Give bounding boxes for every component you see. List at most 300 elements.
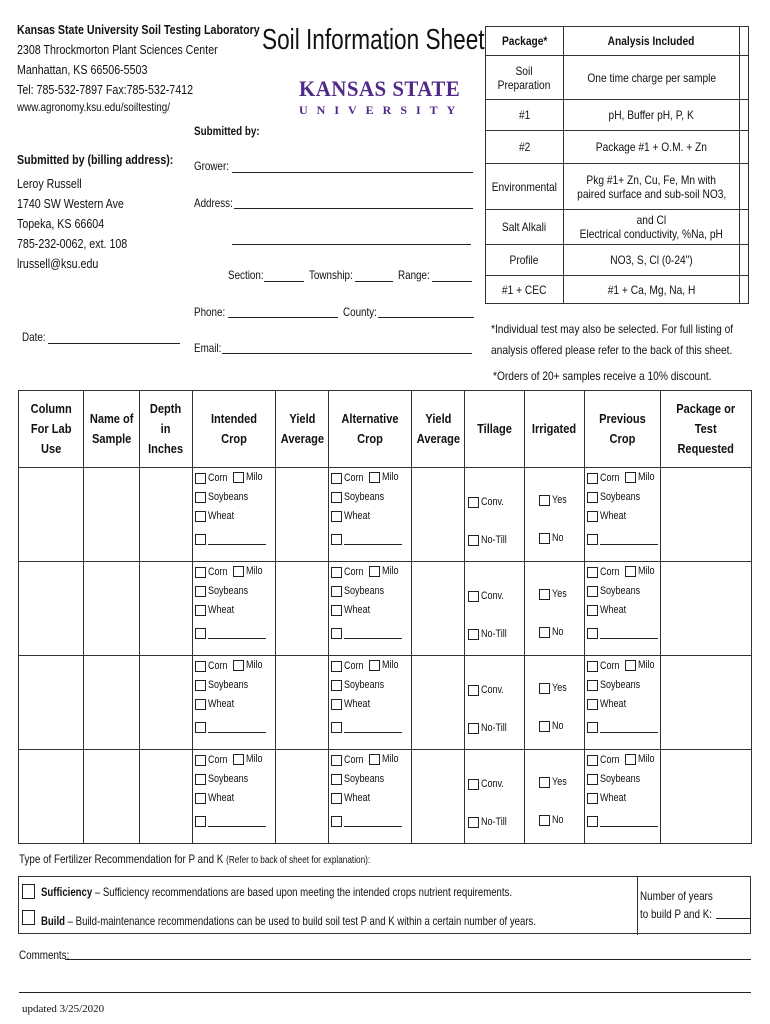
tillage-notill-option[interactable] <box>468 816 512 828</box>
crop-corn-option[interactable] <box>331 566 368 578</box>
other-crop-field[interactable] <box>208 723 266 733</box>
crop-other-option[interactable] <box>331 816 402 827</box>
checkbox[interactable] <box>331 661 342 672</box>
checkbox[interactable] <box>331 511 342 522</box>
option-label: Soybeans <box>208 491 249 503</box>
sample-name-cell[interactable] <box>84 656 140 750</box>
package-table <box>485 26 749 304</box>
option-label: Corn <box>344 566 364 578</box>
checkbox[interactable] <box>331 722 342 733</box>
crop-soybeans-option[interactable] <box>587 679 649 691</box>
checkbox[interactable] <box>331 793 342 804</box>
checkbox[interactable] <box>468 723 479 734</box>
alt-yield-average-cell[interactable] <box>412 750 465 844</box>
fertilizer-label: Type of Fertilizer Recommendation for P and K (Refer to back of sheet for explanation): <box>19 852 371 866</box>
checkbox[interactable] <box>331 473 342 484</box>
county-field[interactable] <box>378 317 474 318</box>
option-label: Wheat <box>344 604 371 616</box>
checkbox[interactable] <box>369 660 380 671</box>
checkbox[interactable] <box>468 779 479 790</box>
crop-corn-option[interactable] <box>331 754 368 766</box>
crop-corn-option[interactable] <box>587 754 624 766</box>
package-note-2: analysis offered please refer to the back of this sheet. <box>491 343 733 357</box>
yield-average-cell[interactable] <box>276 562 329 656</box>
table-row <box>19 656 752 750</box>
sample-name-cell[interactable] <box>84 750 140 844</box>
checkbox[interactable] <box>468 535 479 546</box>
checkbox[interactable] <box>587 605 598 616</box>
checkbox[interactable] <box>195 628 206 639</box>
alt-yield-average-cell[interactable] <box>412 468 465 562</box>
lab-use-cell[interactable] <box>19 562 84 656</box>
package-name: Profile <box>486 245 564 276</box>
checkbox[interactable] <box>468 497 479 508</box>
crop-milo-option[interactable] <box>369 659 402 671</box>
crop-corn-option[interactable] <box>331 472 368 484</box>
checkbox[interactable] <box>195 473 206 484</box>
tillage-notill-option[interactable] <box>468 628 512 640</box>
option-label: Conv. <box>481 778 504 790</box>
tillage-conv-option[interactable] <box>468 590 509 602</box>
depth-cell[interactable] <box>140 468 193 562</box>
checkbox[interactable] <box>331 774 342 785</box>
previous-crop-cell <box>585 656 661 750</box>
irrigated-no-option[interactable] <box>539 532 566 544</box>
alternative-crop-cell <box>329 468 412 562</box>
checkbox[interactable] <box>587 680 598 691</box>
checkbox[interactable] <box>195 567 206 578</box>
other-crop-field[interactable] <box>600 817 658 827</box>
checkbox[interactable] <box>195 605 206 616</box>
column-header: Yield Average <box>276 391 329 468</box>
option-label: Wheat <box>208 698 235 710</box>
phone-field[interactable] <box>228 317 338 318</box>
comments-field[interactable] <box>65 959 751 960</box>
section-field[interactable] <box>264 281 304 282</box>
crop-wheat-option[interactable] <box>331 604 376 616</box>
checkbox[interactable] <box>468 629 479 640</box>
crop-wheat-option[interactable] <box>195 510 240 522</box>
checkbox[interactable] <box>587 492 598 503</box>
crop-soybeans-option[interactable] <box>195 679 257 691</box>
crop-milo-option[interactable] <box>233 753 266 765</box>
option-label: Corn <box>208 472 228 484</box>
crop-other-option[interactable] <box>587 534 658 545</box>
tillage-notill-option[interactable] <box>468 722 512 734</box>
crop-wheat-option[interactable] <box>587 510 632 522</box>
yield-average-cell[interactable] <box>276 750 329 844</box>
irrigated-cell <box>525 750 585 844</box>
crop-soybeans-option[interactable] <box>331 773 393 785</box>
checkbox[interactable] <box>331 755 342 766</box>
crop-milo-option[interactable] <box>233 565 266 577</box>
township-label: Township: <box>309 268 353 282</box>
checkbox[interactable] <box>587 755 598 766</box>
crop-corn-option[interactable] <box>195 754 232 766</box>
crop-soybeans-option[interactable] <box>587 491 649 503</box>
billing-heading: Submitted by (billing address): <box>17 152 174 167</box>
checkbox[interactable] <box>331 586 342 597</box>
range-field[interactable] <box>432 281 472 282</box>
crop-corn-option[interactable] <box>587 472 624 484</box>
crop-milo-option[interactable] <box>625 659 658 671</box>
checkbox[interactable] <box>233 754 244 765</box>
alternative-crop-cell <box>329 562 412 656</box>
table-row <box>19 750 752 844</box>
checkbox[interactable] <box>331 816 342 827</box>
option-label: Wheat <box>344 792 371 804</box>
alt-yield-average-cell[interactable] <box>412 562 465 656</box>
crop-wheat-option[interactable] <box>195 698 240 710</box>
checkbox[interactable] <box>587 628 598 639</box>
checkbox[interactable] <box>587 722 598 733</box>
checkbox[interactable] <box>539 589 550 600</box>
sufficiency-checkbox[interactable] <box>22 884 35 904</box>
crop-soybeans-option[interactable] <box>587 585 649 597</box>
sample-name-cell[interactable] <box>84 562 140 656</box>
depth-cell[interactable] <box>140 750 193 844</box>
checkbox[interactable] <box>195 492 206 503</box>
checkbox[interactable] <box>331 699 342 710</box>
sample-name-cell[interactable] <box>84 468 140 562</box>
crop-milo-option[interactable] <box>233 659 266 671</box>
crop-wheat-option[interactable] <box>587 604 632 616</box>
crop-other-option[interactable] <box>331 628 402 639</box>
option-label: Milo <box>638 753 655 765</box>
checkbox[interactable] <box>195 722 206 733</box>
checkbox[interactable] <box>587 699 598 710</box>
package-select-cell[interactable] <box>740 100 749 131</box>
package-select-cell[interactable] <box>740 131 749 164</box>
depth-cell[interactable] <box>140 656 193 750</box>
email-field[interactable] <box>222 353 472 354</box>
option-label: Corn <box>344 472 364 484</box>
billing-city: Topeka, KS 66604 <box>17 216 105 231</box>
column-header: Tillage <box>465 391 525 468</box>
other-crop-field[interactable] <box>344 629 402 639</box>
previous-crop-cell <box>585 468 661 562</box>
crop-wheat-option[interactable] <box>195 604 240 616</box>
package-name: #2 <box>486 131 564 164</box>
date-field[interactable] <box>48 343 180 344</box>
previous-crop-cell <box>585 562 661 656</box>
crop-soybeans-option[interactable] <box>587 773 649 785</box>
other-crop-field[interactable] <box>208 817 266 827</box>
package-select-cell[interactable] <box>740 210 749 245</box>
page-title: Soil Information Sheet <box>262 24 485 56</box>
checkbox[interactable] <box>468 591 479 602</box>
checkbox[interactable] <box>587 661 598 672</box>
crop-soybeans-option[interactable] <box>331 585 393 597</box>
checkbox[interactable] <box>539 495 550 506</box>
checkbox[interactable] <box>539 777 550 788</box>
checkbox[interactable] <box>331 492 342 503</box>
other-crop-field[interactable] <box>600 629 658 639</box>
option-label: Wheat <box>344 510 371 522</box>
crop-milo-option[interactable] <box>625 753 658 765</box>
irrigated-yes-option[interactable] <box>539 682 570 694</box>
crop-other-option[interactable] <box>195 722 266 733</box>
option-label: No <box>552 814 564 826</box>
tillage-cell <box>465 468 525 562</box>
option-label: Wheat <box>344 698 371 710</box>
crop-milo-option[interactable] <box>369 565 402 577</box>
package-requested-cell[interactable] <box>661 656 752 750</box>
crop-milo-option[interactable] <box>369 753 402 765</box>
option-label: Wheat <box>600 510 627 522</box>
option-label: Milo <box>382 565 399 577</box>
grower-field[interactable] <box>232 172 473 173</box>
checkbox[interactable] <box>195 680 206 691</box>
option-label: Milo <box>638 471 655 483</box>
crop-corn-option[interactable] <box>195 566 232 578</box>
checkbox[interactable] <box>195 661 206 672</box>
tillage-conv-option[interactable] <box>468 778 509 790</box>
option-label: Conv. <box>481 590 504 602</box>
yield-average-cell[interactable] <box>276 656 329 750</box>
lab-phone: Tel: 785-532-7897 Fax:785-532-7412 <box>17 82 194 97</box>
option-label: Soybeans <box>600 585 641 597</box>
checkbox[interactable] <box>625 566 636 577</box>
checkbox[interactable] <box>195 511 206 522</box>
checkbox[interactable] <box>539 815 550 826</box>
address-label: Address: <box>194 196 233 210</box>
package-select-cell[interactable] <box>740 276 749 304</box>
build-option: Build – Build-maintenance recommendations can be used to build soil test P and K within a certain number of years. <box>41 914 537 928</box>
tillage-conv-option[interactable] <box>468 684 509 696</box>
crop-wheat-option[interactable] <box>587 698 632 710</box>
checkbox[interactable] <box>195 816 206 827</box>
checkbox[interactable] <box>539 721 550 732</box>
option-label: Soybeans <box>208 585 249 597</box>
crop-other-option[interactable] <box>587 722 658 733</box>
crop-soybeans-option[interactable] <box>195 773 257 785</box>
package-select-cell[interactable] <box>740 56 749 100</box>
checkbox[interactable] <box>587 567 598 578</box>
other-crop-field[interactable] <box>208 535 266 545</box>
option-label: Soybeans <box>344 491 385 503</box>
lab-website[interactable]: www.agronomy.ksu.edu/soiltesting/ <box>17 100 170 114</box>
package-requested-cell[interactable] <box>661 750 752 844</box>
checkbox[interactable] <box>331 605 342 616</box>
county-label: County: <box>343 305 377 319</box>
option-label: Wheat <box>600 698 627 710</box>
address-field-1[interactable] <box>234 208 473 209</box>
checkbox[interactable] <box>587 534 598 545</box>
irrigated-cell <box>525 468 585 562</box>
irrigated-yes-option[interactable] <box>539 494 570 506</box>
other-crop-field[interactable] <box>344 535 402 545</box>
crop-corn-option[interactable] <box>195 472 232 484</box>
checkbox[interactable] <box>539 683 550 694</box>
tillage-conv-option[interactable] <box>468 496 509 508</box>
crop-soybeans-option[interactable] <box>195 585 257 597</box>
crop-wheat-option[interactable] <box>331 698 376 710</box>
checkbox[interactable] <box>233 566 244 577</box>
crop-milo-option[interactable] <box>625 471 658 483</box>
crop-corn-option[interactable] <box>195 660 232 672</box>
package-row <box>486 276 749 304</box>
other-crop-field[interactable] <box>600 723 658 733</box>
other-crop-field[interactable] <box>344 817 402 827</box>
option-label: Wheat <box>208 604 235 616</box>
checkbox[interactable] <box>331 567 342 578</box>
irrigated-no-option[interactable] <box>539 814 566 826</box>
package-analysis: One time charge per sample <box>563 56 739 100</box>
checkbox[interactable] <box>587 793 598 804</box>
package-row <box>486 131 749 164</box>
years-field[interactable] <box>716 918 750 919</box>
crop-corn-option[interactable] <box>331 660 368 672</box>
package-analysis: Pkg #1+ Zn, Cu, Fe, Mn with paired surface and sub-soil NO3, <box>563 164 739 210</box>
checkbox[interactable] <box>369 754 380 765</box>
package-name: Environmental <box>486 164 564 210</box>
alternative-crop-cell <box>329 656 412 750</box>
package-name: #1 <box>486 100 564 131</box>
checkbox[interactable] <box>331 628 342 639</box>
depth-cell[interactable] <box>140 562 193 656</box>
checkbox[interactable] <box>195 774 206 785</box>
comments-field-2[interactable] <box>19 992 751 993</box>
checkbox[interactable] <box>625 472 636 483</box>
phone-label: Phone: <box>194 305 226 319</box>
option-label: Soybeans <box>600 491 641 503</box>
package-row <box>486 210 749 245</box>
option-label: No <box>552 720 564 732</box>
crop-wheat-option[interactable] <box>331 510 376 522</box>
checkbox[interactable] <box>587 816 598 827</box>
irrigated-no-option[interactable] <box>539 720 566 732</box>
irrigated-cell <box>525 656 585 750</box>
option-label: Yes <box>552 494 567 506</box>
option-label: Soybeans <box>344 679 385 691</box>
yield-average-cell[interactable] <box>276 468 329 562</box>
tillage-cell <box>465 656 525 750</box>
tillage-notill-option[interactable] <box>468 534 512 546</box>
crop-milo-option[interactable] <box>369 471 402 483</box>
range-label: Range: <box>398 268 430 282</box>
lab-use-cell[interactable] <box>19 656 84 750</box>
crop-soybeans-option[interactable] <box>331 491 393 503</box>
column-header: Yield Average <box>412 391 465 468</box>
crop-other-option[interactable] <box>331 722 402 733</box>
email-label: Email: <box>194 341 222 355</box>
package-requested-cell[interactable] <box>661 562 752 656</box>
checkbox[interactable] <box>369 566 380 577</box>
grower-label: Grower: <box>194 159 230 173</box>
option-label: Corn <box>600 754 620 766</box>
checkbox[interactable] <box>468 685 479 696</box>
checkbox[interactable] <box>625 660 636 671</box>
checkbox[interactable] <box>331 680 342 691</box>
checkbox[interactable] <box>587 774 598 785</box>
lab-use-cell[interactable] <box>19 468 84 562</box>
crop-corn-option[interactable] <box>587 566 624 578</box>
package-row <box>486 245 749 276</box>
years-label-2: to build P and K: <box>640 907 713 921</box>
checkbox[interactable] <box>587 473 598 484</box>
package-row <box>486 164 749 210</box>
crop-wheat-option[interactable] <box>331 792 376 804</box>
checkbox[interactable] <box>233 660 244 671</box>
irrigated-no-option[interactable] <box>539 626 566 638</box>
lab-name: Kansas State University Soil Testing Laboratory <box>17 22 260 37</box>
package-requested-cell[interactable] <box>661 468 752 562</box>
checkbox[interactable] <box>331 534 342 545</box>
crop-milo-option[interactable] <box>233 471 266 483</box>
package-header: Package* <box>486 27 564 56</box>
date-label: Date: <box>22 330 46 344</box>
checkbox[interactable] <box>539 533 550 544</box>
checkbox[interactable] <box>369 472 380 483</box>
package-select-cell[interactable] <box>740 245 749 276</box>
column-header: Depth in Inches <box>140 391 193 468</box>
crop-soybeans-option[interactable] <box>195 491 257 503</box>
checkbox[interactable] <box>195 793 206 804</box>
crop-other-option[interactable] <box>331 534 402 545</box>
crop-wheat-option[interactable] <box>195 792 240 804</box>
package-analysis: Package #1 + O.M. + Zn <box>563 131 739 164</box>
package-select-cell[interactable] <box>740 164 749 210</box>
package-row <box>486 100 749 131</box>
checkbox[interactable] <box>195 699 206 710</box>
irrigated-yes-option[interactable] <box>539 776 570 788</box>
lab-use-cell[interactable] <box>19 750 84 844</box>
checkbox[interactable] <box>195 755 206 766</box>
checkbox[interactable] <box>587 586 598 597</box>
alt-yield-average-cell[interactable] <box>412 656 465 750</box>
option-label: Corn <box>208 566 228 578</box>
irrigated-yes-option[interactable] <box>539 588 570 600</box>
option-label: Milo <box>246 471 263 483</box>
option-label: Wheat <box>208 510 235 522</box>
crop-other-option[interactable] <box>195 816 266 827</box>
crop-other-option[interactable] <box>195 628 266 639</box>
irrigated-cell <box>525 562 585 656</box>
column-header: Intended Crop <box>193 391 276 468</box>
checkbox[interactable] <box>625 754 636 765</box>
checkbox[interactable] <box>233 472 244 483</box>
build-checkbox[interactable] <box>22 910 35 930</box>
checkbox[interactable] <box>195 586 206 597</box>
option-label: Wheat <box>600 604 627 616</box>
option-label: Conv. <box>481 684 504 696</box>
crop-milo-option[interactable] <box>625 565 658 577</box>
township-field[interactable] <box>355 281 393 282</box>
option-label: Soybeans <box>208 679 249 691</box>
crop-wheat-option[interactable] <box>587 792 632 804</box>
checkbox[interactable] <box>539 627 550 638</box>
option-label: Milo <box>382 753 399 765</box>
crop-corn-option[interactable] <box>587 660 624 672</box>
other-crop-field[interactable] <box>344 723 402 733</box>
package-analysis: pH, Buffer pH, P, K <box>563 100 739 131</box>
column-header: Alternative Crop <box>329 391 412 468</box>
crop-soybeans-option[interactable] <box>331 679 393 691</box>
option-label: Yes <box>552 776 567 788</box>
option-label: No-Till <box>481 722 507 734</box>
crop-other-option[interactable] <box>587 628 658 639</box>
address-field-2[interactable] <box>232 244 471 245</box>
checkbox[interactable] <box>587 511 598 522</box>
option-label: Soybeans <box>344 585 385 597</box>
checkbox[interactable] <box>195 534 206 545</box>
other-crop-field[interactable] <box>208 629 266 639</box>
checkbox[interactable] <box>468 817 479 828</box>
crop-other-option[interactable] <box>587 816 658 827</box>
other-crop-field[interactable] <box>600 535 658 545</box>
crop-other-option[interactable] <box>195 534 266 545</box>
